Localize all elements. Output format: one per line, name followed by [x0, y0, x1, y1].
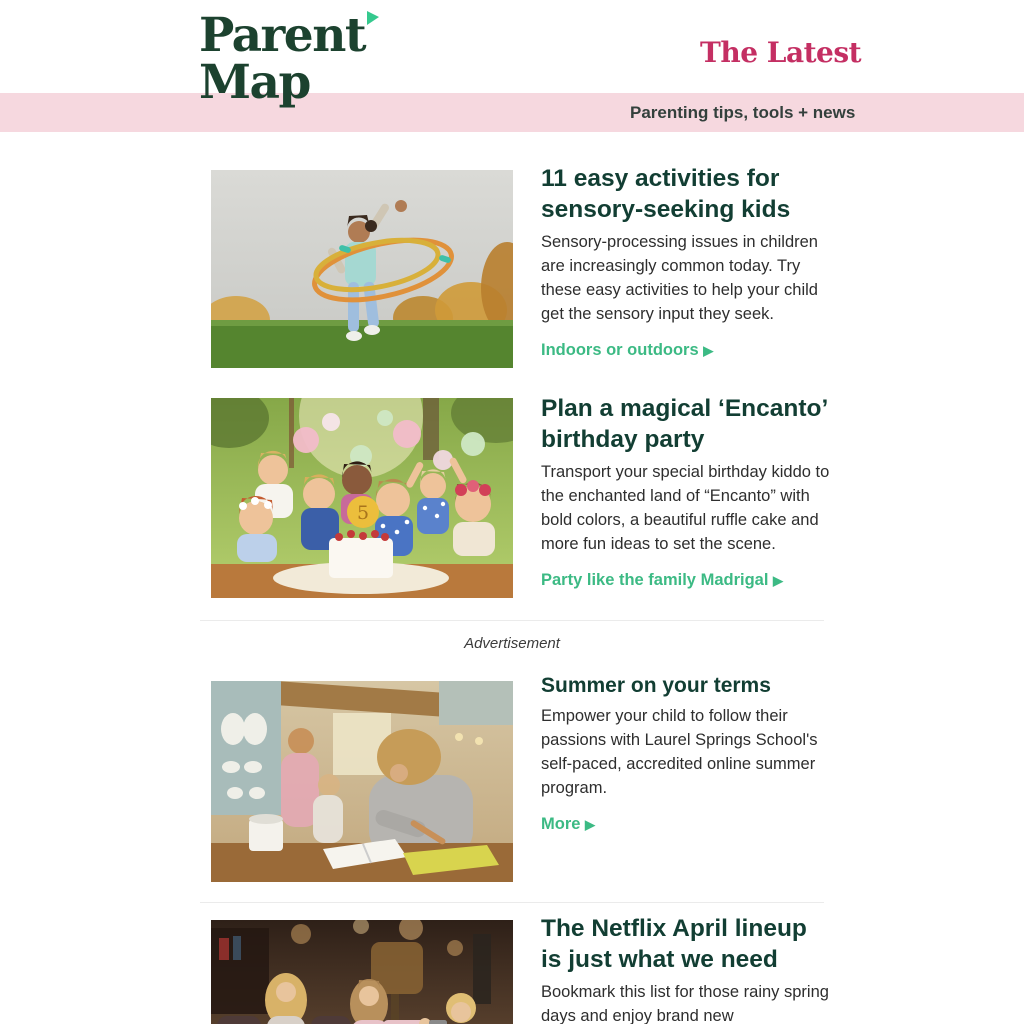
cta-label: More: [541, 815, 581, 833]
article-thumbnail-couch[interactable]: [211, 920, 513, 1024]
divider: [200, 902, 824, 903]
article-title[interactable]: 11 easy activities for sensory-seeking kids: [541, 165, 791, 223]
tagline-text: Parenting tips, tools + news: [630, 102, 856, 122]
article-row-encanto: [200, 393, 833, 598]
article-summary: Bookmark this list for those rainy spring days and enjoy brand new: [541, 983, 829, 1024]
article-summary: Transport your special birthday kiddo to the enchanted land of “Encanto” with bold colors, a beautiful ruffle cake and more fun ideas to set the scene.: [541, 463, 830, 553]
birthday-age-badge: 5: [356, 502, 370, 524]
logo-flag-icon: [367, 11, 379, 25]
article-cta-link[interactable]: [541, 341, 713, 360]
logo-text-map: Map: [199, 55, 310, 110]
cta-label: Indoors or outdoors: [541, 341, 699, 359]
advertisement-label: Advertisement: [464, 635, 560, 652]
arrow-icon: ▶: [703, 343, 714, 358]
article-row-laurel-springs: [200, 673, 833, 882]
article-thumbnail-hula-hoop[interactable]: [211, 170, 513, 368]
article-thumbnail-birthday[interactable]: [211, 398, 513, 598]
article-list: [200, 0, 830, 1024]
article-cta-link[interactable]: [541, 815, 595, 834]
article-row-sensory: [200, 163, 833, 368]
article-title[interactable]: Plan a magical ‘Encanto’ birthday party: [541, 395, 827, 453]
article-summary: Empower your child to follow their passions with Laurel Springs School's self-paced, accredited online summer program.: [541, 707, 818, 797]
birthday-party-photo: [211, 398, 513, 598]
article-thumbnail-studying[interactable]: [211, 681, 513, 882]
article-row-netflix: [200, 913, 833, 1024]
article-title[interactable]: Summer on your terms: [541, 674, 771, 697]
logo-text-parent: Parent: [199, 8, 366, 63]
kids-on-couch-photo: [211, 920, 513, 1024]
parentmap-logo[interactable]: [199, 8, 377, 110]
hula-hoop-photo: [211, 170, 513, 368]
article-title[interactable]: The Netflix April lineup is just what we need: [541, 915, 807, 973]
arrow-icon: ▶: [585, 817, 596, 832]
edition-title: The Latest: [700, 36, 862, 69]
arrow-icon: ▶: [773, 573, 784, 588]
divider: [200, 620, 824, 621]
article-cta-link[interactable]: [541, 571, 783, 590]
article-summary: Sensory-processing issues in children are increasingly common today. Try these easy activities to help your child get the sensory input they seek.: [541, 233, 818, 323]
cta-label: Party like the family Madrigal: [541, 571, 769, 589]
studying-photo: [211, 681, 513, 882]
